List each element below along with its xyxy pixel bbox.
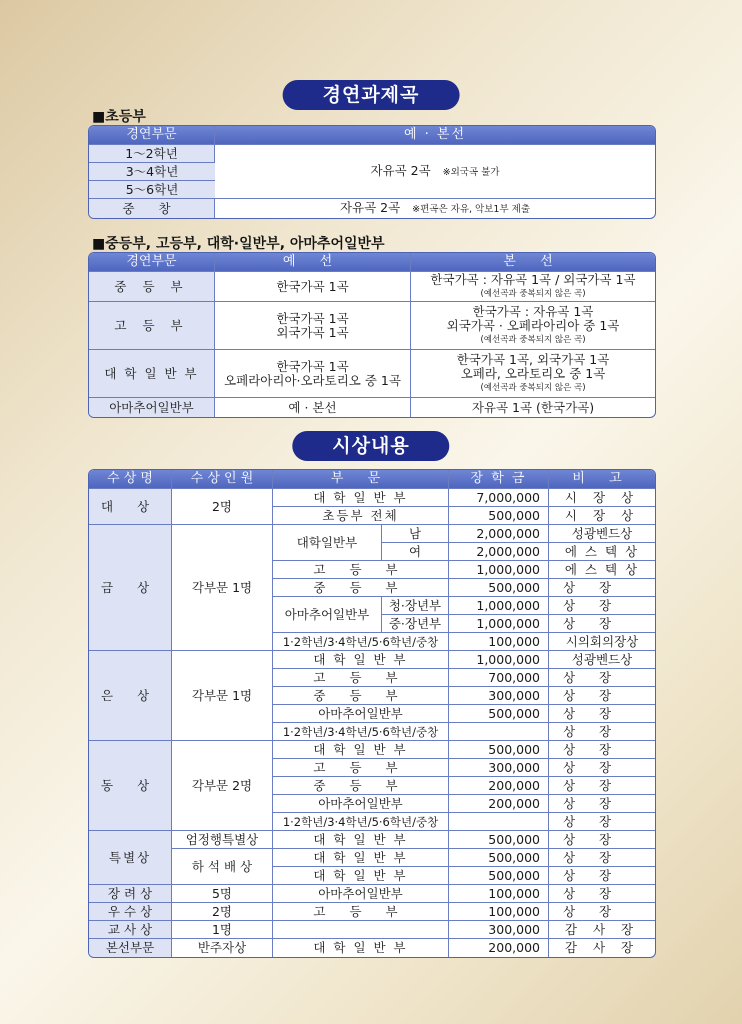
amount: 1,000,000 [449,615,549,633]
amount: 200,000 [449,939,549,957]
header-division: 경연부문 [89,126,215,145]
middle-final: 한국가곡 : 자유곡 1곡 / 외국가곡 1곡 (예선곡과 중복되지 않은 곡) [411,272,655,302]
chorus-requirement: 자유곡 2곡 ※편곡은 자유, 악보1부 제출 [339,199,530,215]
remark: 성광벤드상 [549,651,655,669]
table-row [273,921,449,939]
amount: 500,000 [449,849,549,867]
amateur-division: 아마추어일반부 [89,398,215,417]
remark: 감 사 장 [549,921,655,939]
secondary-table [88,252,656,418]
amount: 2,000,000 [449,525,549,543]
amount: 500,000 [449,579,549,597]
header-prelim: 예 선 [215,253,411,272]
amount [449,723,549,741]
table-row: 고 등 부 [273,669,449,687]
amateur-prelim: 예 · 본선 [215,398,411,417]
teukbyeol-sub2: 하 석 배 상 [172,849,273,885]
header-scholarship: 장 학 금 [449,470,549,489]
sub-dept: 여 [382,543,449,561]
table-row: 대 학 일 반 부 [273,651,449,669]
table-row: 1·2학년/3·4학년/5·6학년/중창 [273,813,449,831]
sub-dept: 남 [382,525,449,543]
amount: 300,000 [449,759,549,777]
chorus: 중 창 [89,199,215,218]
table-row: 아마추어일반부 [273,795,449,813]
table-row: 고 등 부 [273,759,449,777]
table-row: 대 학 일 반 부 [273,939,449,957]
header-final: 본 선 [411,253,655,272]
table-row: 대 학 일 반 부 [273,489,449,507]
remark: 에 스 텍 상 [549,543,655,561]
remark: 상 장 [549,903,655,921]
remark: 시의회의장상 [549,633,655,651]
remark: 감 사 장 [564,940,640,955]
sub-dept: 중·장년부 [382,615,449,633]
remark: 상 장 [549,687,655,705]
grade-3-4: 3～4학년 [89,163,215,181]
grade-1-2: 1～2학년 [89,145,215,163]
amount: 700,000 [449,669,549,687]
contest-title: 경연과제곡 [283,80,460,110]
remark: 상 장 [549,597,655,615]
header-department: 부 문 [273,470,449,489]
remark: 상 장 [549,759,655,777]
amount: 500,000 [449,741,549,759]
geumsang-count: 각부문 1명 [172,525,273,651]
amount: 1,000,000 [449,651,549,669]
remark: 상 장 [549,795,655,813]
geumsang-amateur-label: 아마추어일반부 [273,597,382,633]
header-prelim-final: 예 · 본선 [215,126,655,145]
table-row: 아마추어일반부 [273,705,449,723]
high-prelim: 한국가곡 1곡 외국가곡 1곡 [215,302,411,350]
remark: 상 장 [549,669,655,687]
teukbyeol-sub1: 엄정행특별상 [172,831,273,849]
table-row: 고 등 부 [273,561,449,579]
remark: 상 장 [549,867,655,885]
amount: 500,000 [449,867,549,885]
amount: 200,000 [449,795,549,813]
award-bonseon: 본선부문 [89,939,172,957]
remark: 상 장 [549,777,655,795]
secondary-label: ■중등부, 고등부, 대학·일반부, 아마추어일반부 [92,236,385,252]
award-eunsang: 은 상 [89,651,172,741]
amount: 300,000 [449,687,549,705]
high-final: 한국가곡 : 자유곡 1곡 외국가곡 · 오페라아리아 중 1곡 (예선곡과 중복되지 않은 곡) [411,302,655,350]
remark: 상 장 [549,615,655,633]
remark: 성광벤드상 [549,525,655,543]
amount: 500,000 [449,831,549,849]
remark: 시 장 상 [549,507,655,525]
amount: 500,000 [449,507,549,525]
middle-division: 중 등 부 [89,272,215,302]
awards-title: 시상내용 [292,431,449,461]
amount [449,813,549,831]
remark: 상 장 [549,813,655,831]
table-row: 대 학 일 반 부 [273,849,449,867]
amateur-final: 자유곡 1곡 (한국가곡) [471,399,595,415]
amount: 200,000 [449,777,549,795]
remark: 상 장 [549,885,655,903]
geumsang-univ-label: 대학일반부 [273,525,382,561]
remark: 상 장 [549,741,655,759]
high-division: 고 등 부 [89,302,215,350]
remark: 상 장 [549,579,655,597]
count: 5명 [172,885,273,903]
table-row: 대 학 일 반 부 [273,867,449,885]
elementary-table [88,125,656,219]
header-division: 경연부문 [89,253,215,272]
table-row: 초등부 전체 [273,507,449,525]
header-count: 수 상 인 원 [172,470,273,489]
middle-prelim: 한국가곡 1곡 [215,272,411,302]
daesang-count: 2명 [172,489,273,525]
remark: 상 장 [549,849,655,867]
amount: 100,000 [449,633,549,651]
award-usu: 우 수 상 [89,903,172,921]
university-final: 한국가곡 1곡, 외국가곡 1곡 오페라, 오라토리오 중 1곡 (예선곡과 중복되지 않은 곡) [411,350,655,398]
header-award: 수 상 명 [89,470,172,489]
amount: 100,000 [449,885,549,903]
table-row: 대 학 일 반 부 [273,741,449,759]
amount: 1,000,000 [449,561,549,579]
count: 1명 [172,921,273,939]
dongsang-count: 각부문 2명 [172,741,273,831]
amount: 300,000 [449,921,549,939]
sub-dept: 청·장년부 [382,597,449,615]
award-dongsang: 동 상 [89,741,172,831]
count: 반주자상 [172,939,273,957]
amount: 100,000 [449,903,549,921]
table-row: 중 등 부 [273,579,449,597]
amount: 500,000 [449,705,549,723]
table-row: 중 등 부 [273,777,449,795]
remark: 상 장 [549,705,655,723]
grade-5-6: 5～6학년 [89,181,215,199]
table-row: 대 학 일 반 부 [273,831,449,849]
award-daesang: 대 상 [89,489,172,525]
eunsang-count: 각부문 1명 [172,651,273,741]
amount: 2,000,000 [449,543,549,561]
award-teukbyeol: 특별상 [89,831,172,885]
university-division: 대 학 일 반 부 [89,350,215,398]
elementary-label: ■초등부 [92,109,146,125]
table-row: 1·2학년/3·4학년/5·6학년/중창 [273,723,449,741]
award-geumsang: 금 상 [89,525,172,651]
remark: 상 장 [549,723,655,741]
remark: 시 장 상 [549,489,655,507]
header-remark: 비 고 [549,470,655,489]
amount: 7,000,000 [449,489,549,507]
awards-table [88,469,656,958]
count: 2명 [172,903,273,921]
university-prelim: 한국가곡 1곡 오페라아리아·오라토리오 중 1곡 [215,350,411,398]
amount: 1,000,000 [449,597,549,615]
award-gyosa: 교 사 상 [89,921,172,939]
table-row: 1·2학년/3·4학년/5·6학년/중창 [273,633,449,651]
table-row: 중 등 부 [273,687,449,705]
remark: 상 장 [549,831,655,849]
award-jangryeo: 장 려 상 [89,885,172,903]
remark: 에 스 텍 상 [549,561,655,579]
table-row: 고 등 부 [273,903,449,921]
grades-requirement: 자유곡 2곡 ※외국곡 불가 [215,145,655,199]
table-row: 아마추어일반부 [273,885,449,903]
